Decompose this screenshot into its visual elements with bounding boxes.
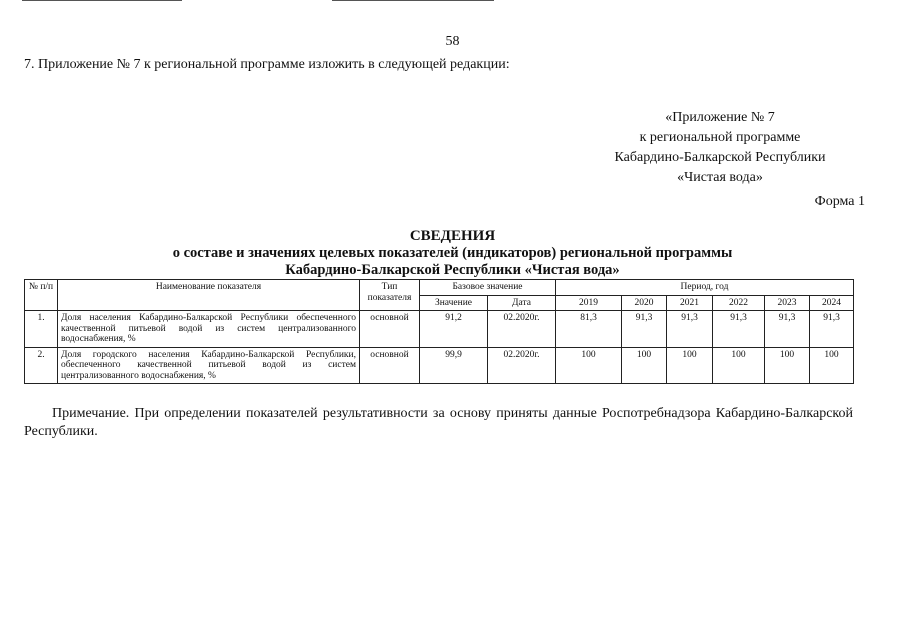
- row-indicator-name: Доля населения Кабардино-Балкарской Республики обеспеченного качественной питьевой водой из систем централизованного водоснабжения, %: [58, 311, 360, 348]
- row-base-date: 02.2020г.: [488, 311, 556, 348]
- appendix-line: «Чистая вода»: [677, 170, 763, 185]
- row-year-value: 100: [810, 347, 854, 384]
- row-year-value: 81,3: [556, 311, 622, 348]
- row-year-value: 91,3: [622, 311, 667, 348]
- appendix-heading: [592, 108, 848, 188]
- row-number: 1.: [25, 311, 58, 348]
- row-year-value: 100: [667, 347, 713, 384]
- header-year: 2023: [765, 295, 810, 311]
- title-line: Кабардино-Балкарской Республики «Чистая вода»: [285, 262, 620, 278]
- row-indicator-type: основной: [360, 347, 420, 384]
- document-title: [0, 228, 905, 279]
- row-year-value: 100: [765, 347, 810, 384]
- row-year-value: 100: [713, 347, 765, 384]
- header-base-value: Базовое значение: [420, 280, 556, 296]
- title-line: о составе и значениях целевых показателей (индикаторов) региональной программы: [172, 245, 733, 261]
- row-year-value: 100: [622, 347, 667, 384]
- row-number: 2.: [25, 347, 58, 384]
- table-row: [25, 347, 854, 384]
- table-row: [25, 311, 854, 348]
- row-year-value: 91,3: [765, 311, 810, 348]
- row-base-value: 99,9: [420, 347, 488, 384]
- title-line: СВЕДЕНИЯ: [409, 228, 496, 244]
- appendix-line: «Приложение № 7: [665, 110, 775, 125]
- row-year-value: 91,3: [810, 311, 854, 348]
- row-year-value: 91,3: [713, 311, 765, 348]
- form-label: Форма 1: [814, 194, 865, 209]
- header-year: 2020: [622, 295, 667, 311]
- header-indicator-name: Наименование показателя: [58, 280, 360, 311]
- row-year-value: 91,3: [667, 311, 713, 348]
- row-indicator-type: основной: [360, 311, 420, 348]
- appendix-line: к региональной программе: [639, 130, 801, 145]
- row-base-date: 02.2020г.: [488, 347, 556, 384]
- row-year-value: 100: [556, 347, 622, 384]
- row-indicator-name: Доля городского населения Кабардино-Балкарской Республики, обеспеченного качественной питьевой водой из систем централизованного водоснабжения, %: [58, 347, 360, 384]
- row-base-value: 91,2: [420, 311, 488, 348]
- header-year: 2019: [556, 295, 622, 311]
- amendment-item-7: 7. Приложение № 7 к региональной программе изложить в следующей редакции:: [24, 57, 510, 72]
- scan-top-line-right: [332, 0, 494, 1]
- header-number: № п/п: [25, 280, 58, 311]
- appendix-line: Кабардино-Балкарской Республики: [614, 150, 826, 165]
- header-indicator-type: Тип показателя: [360, 280, 420, 311]
- indicators-table: [24, 279, 854, 384]
- header-base-value-date: Дата: [488, 295, 556, 311]
- header-year: 2022: [713, 295, 765, 311]
- header-period: Период, год: [556, 280, 854, 296]
- header-year: 2021: [667, 295, 713, 311]
- page-number: 58: [445, 34, 460, 49]
- header-year: 2024: [810, 295, 854, 311]
- header-base-value-value: Значение: [420, 295, 488, 311]
- footnote: Примечание. При определении показателей результативности за основу приняты данные Роспотребнадзора Кабардино-Балкарской Республики.: [24, 406, 853, 439]
- scan-top-line-left: [22, 0, 182, 1]
